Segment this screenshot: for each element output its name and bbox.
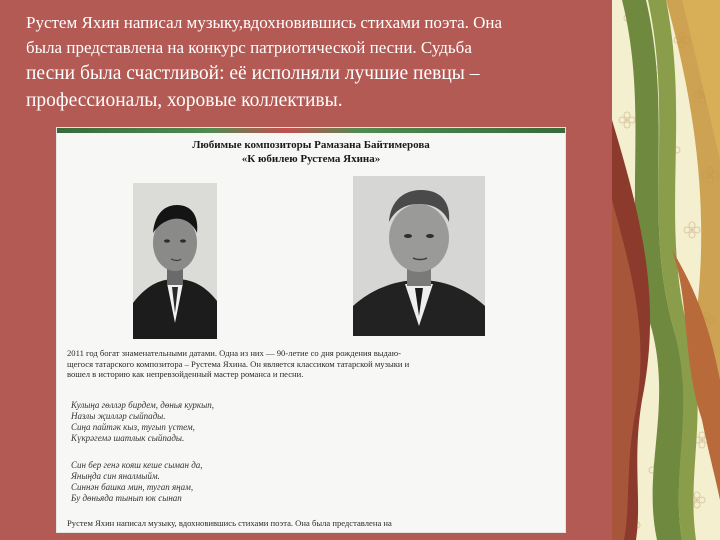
slide-text-line-1: Рустем Яхин написал музыку,вдохновившись стихами поэта. Она (26, 13, 503, 32)
article-paragraph (67, 348, 559, 380)
poem-1-line-2: Назлы җилләр сыйпады. (71, 411, 166, 421)
slide-text (26, 10, 596, 114)
poem-2-line-3: Синнән башка мин, тугап яңам, (71, 482, 194, 492)
portrait-photo-right (353, 176, 485, 336)
poem-stanza-1 (71, 400, 214, 444)
poem-stanza-2 (71, 460, 203, 504)
article-subtitle: «К юбилею Рустема Яхина» (241, 153, 381, 165)
slide-text-line-3: песни была счастливой: её исполняли лучшие певцы – (26, 63, 480, 84)
poem-1-line-3: Сиңа пайтәк кыз, тугып үстем, (71, 422, 195, 432)
poem-2-line-4: Бу дөньяда тынып юк сынап (71, 493, 182, 503)
poem-1-line-1: Кулыңа гөлләр бирдем, дөнья куркып, (71, 400, 214, 410)
article-footer-line: Рустем Яхин написал музыку, вдохновившись стихами поэта. Она была представлена на (67, 518, 392, 528)
poem-2-line-1: Син бер генә кояш кеше сыман да, (71, 460, 203, 470)
decorative-panel (612, 0, 720, 540)
poem-1-line-4: Күкрәгемә шатлык сыйпады. (71, 433, 185, 443)
article-paragraph-line-3: вошел в историю как непревзойденный мастер романса и песни. (67, 369, 304, 379)
scanned-newspaper-article (57, 128, 565, 532)
portrait-photo-left (133, 183, 217, 339)
article-paragraph-line-2: щегося татарского композитора – Рустема Яхина. Он является классиком татарской музыки и (67, 358, 410, 369)
article-paragraph-line-1: 2011 год богат знаменательными датами. Одна из них — 90-летие со дня рождения выдаю- (67, 348, 402, 358)
floral-pattern-decoration (612, 0, 720, 540)
scan-top-strip (57, 128, 565, 133)
poem-2-line-2: Яныңда син яналмыйм. (71, 471, 160, 481)
slide-text-line-2: была представлена на конкурс патриотической песни. Судьба (26, 38, 472, 57)
slide-text-line-4: профессионалы, хоровые коллективы. (26, 90, 343, 111)
article-title: Любимые композиторы Рамазана Байтимерова (192, 139, 430, 151)
